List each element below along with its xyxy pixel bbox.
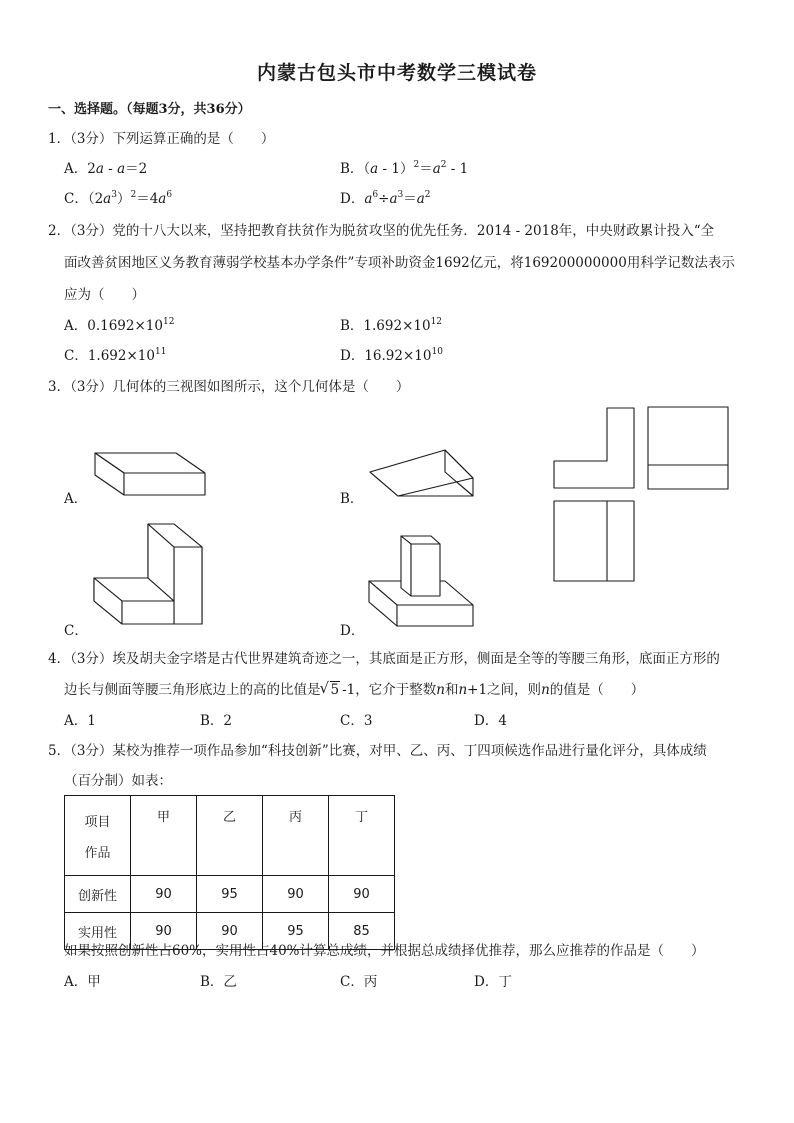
column-header: 乙 — [197, 796, 263, 876]
sqrt-symbol: √ 5 — [321, 681, 341, 699]
corner-top-label: 项目 — [84, 814, 111, 830]
table-cell: 90 — [197, 913, 263, 950]
column-header: 丁 — [329, 796, 395, 876]
q2-option-d[interactable]: D．$16.92\times 10^{10}$ — [340, 347, 443, 364]
q4-option-a[interactable]: A．1 — [64, 713, 96, 729]
column-header: 甲 — [131, 796, 197, 876]
score-table — [64, 795, 395, 950]
q3-three-view-front — [551, 405, 637, 491]
table-cell: 85 — [329, 913, 395, 950]
q4-stem-line1: 4．（3分）埃及胡夫金字塔是古代世界建筑奇迹之一，其底面是正方形，侧面是全等的等腰三角形，底面正方形的 — [48, 651, 720, 667]
q3-stem: 3．（3分）几何体的三视图如图所示，这个几何体是（ ） — [48, 379, 410, 395]
q1-option-c[interactable]: C．$(2a^3)^2=4a^6$ — [64, 190, 173, 207]
q4-option-b[interactable]: B．2 — [200, 713, 233, 729]
q2-stem-line1: 2．（3分）党的十八大以来，坚持把教育扶贫作为脱贫攻坚的优先任务．2014 - 2018年，中央财政累计投入“全 — [48, 223, 715, 239]
table-row — [65, 876, 395, 913]
table-cell: 90 — [131, 876, 197, 913]
table-cell: 90 — [131, 913, 197, 950]
q2-option-c[interactable]: C．$1.692\times 10^{11}$ — [64, 347, 167, 364]
q3-option-c-label[interactable]: C． — [64, 623, 88, 639]
q2-option-b[interactable]: B．$1.692\times 10^{12}$ — [340, 317, 443, 334]
table-header-row — [65, 796, 395, 876]
row-label: 创新性 — [65, 876, 131, 913]
table-cell: 95 — [263, 913, 329, 950]
q3-option-b-label[interactable]: B． — [340, 491, 364, 507]
corner-bottom-label: 作品 — [84, 845, 111, 861]
q3-option-a-figure[interactable] — [90, 448, 210, 500]
table-corner-cell — [65, 796, 131, 876]
q2-stem-line3: 应为（ ） — [64, 287, 145, 303]
q5-option-a[interactable]: A．甲 — [64, 974, 101, 990]
q4-option-d[interactable]: D．4 — [474, 713, 507, 729]
table-cell: 90 — [263, 876, 329, 913]
q1-option-a[interactable]: A．2a - a＝2 — [64, 161, 148, 177]
q5-stem-line2: （百分制）如表： — [64, 773, 172, 789]
q4-option-c[interactable]: C．3 — [340, 713, 373, 729]
q3-option-c-figure[interactable] — [90, 520, 208, 632]
section-heading: 一、选择题。（每题3分，共36分） — [48, 102, 251, 117]
q3-option-d-figure[interactable] — [365, 528, 477, 630]
q5-stem-line1: 5．（3分）某校为推荐一项作品参加“科技创新”比赛，对甲、乙、丙、丁四项候选作品进行量化评分，具体成绩 — [48, 743, 707, 759]
table-cell: 95 — [197, 876, 263, 913]
q5-option-c[interactable]: C．丙 — [340, 974, 378, 990]
q1-option-d[interactable]: D．$a^6\div a^3=a^2$ — [340, 190, 431, 207]
q3-three-view-side — [646, 405, 730, 491]
q5-option-d[interactable]: D．丁 — [474, 974, 512, 990]
q3-three-view-top — [551, 498, 637, 584]
row-label: 实用性 — [65, 913, 131, 950]
q3-option-b-figure[interactable] — [365, 445, 477, 501]
q4-stem-line2: 边长与侧面等腰三角形底边上的高的比值是√ 5 -1，它介于整数n和n+1之间，则n的值是（ ） — [64, 681, 644, 699]
q2-stem-line2: 面改善贫困地区义务教育薄弱学校基本办学条件”专项补助资金1692亿元，将169200000000用科学记数法表示 — [64, 255, 735, 271]
q3-option-d-label[interactable]: D． — [340, 623, 365, 639]
q1-stem: 1．（3分）下列运算正确的是（ ） — [48, 131, 275, 147]
table-cell: 90 — [329, 876, 395, 913]
q3-option-a-label[interactable]: A． — [64, 491, 88, 507]
column-header: 丙 — [263, 796, 329, 876]
q1-option-b[interactable]: B．$(a - 1)^2=a^2 - 1$ — [340, 160, 469, 177]
q5-option-b[interactable]: B．乙 — [200, 974, 237, 990]
q2-option-a[interactable]: A．$0.1692\times 10^{12}$ — [64, 317, 175, 334]
q5-stem-line3: 如果按照创新性占60%，实用性占40%计算总成绩，并根据总成绩择优推荐，那么应推荐的作品是（ ） — [64, 943, 705, 959]
page-title: 内蒙古包头市中考数学三模试卷 — [256, 62, 537, 84]
